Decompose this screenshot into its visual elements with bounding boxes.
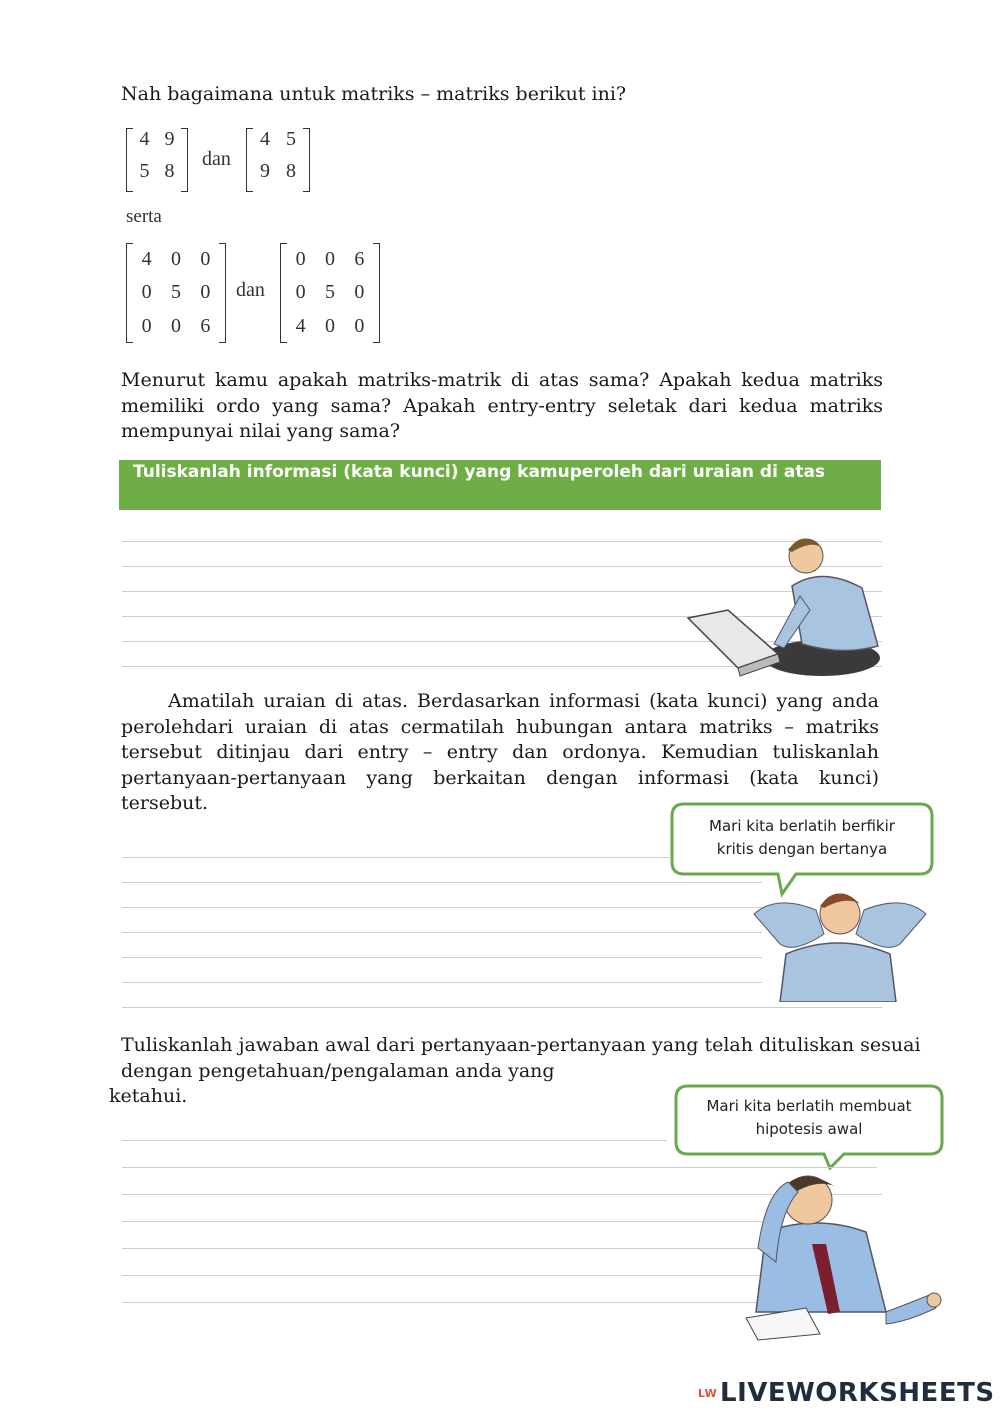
matrix-cell: 8	[286, 160, 296, 182]
logo-text: LIVEWORKSHEETS	[720, 1378, 995, 1408]
serta-label: serta	[126, 206, 162, 227]
answer-line-1: Tuliskanlah jawaban awal dari pertanyaan-pertanyaan yang telah dituliskan sesuai	[121, 1034, 921, 1056]
matrix-cell: 0	[200, 248, 211, 271]
matrix-cell: 5	[286, 128, 296, 150]
banner-text: Tuliskanlah informasi (kata kunci) yang kamuperoleh dari uraian di atas	[133, 462, 826, 482]
matrix-cell: 6	[200, 314, 211, 337]
matrix-cell: 0	[170, 314, 181, 337]
matrix-cell: 0	[295, 281, 306, 304]
instruction-banner	[119, 460, 881, 510]
matrix-cell: 5	[324, 281, 335, 304]
matrix-cell: 0	[324, 248, 335, 271]
bubble2-line1: Mari kita berlatih membuat	[706, 1097, 912, 1115]
matrix-cell: 0	[354, 281, 365, 304]
matrix-b1	[246, 128, 310, 192]
matrix-cell: 0	[295, 248, 306, 271]
matrix-cell: 0	[354, 314, 365, 337]
matrix-cell: 0	[141, 314, 152, 337]
logo-mark: LW	[698, 1386, 718, 1400]
speech-bubble-1	[670, 802, 934, 876]
bubble1-line1: Mari kita berlatih berfikir	[709, 817, 895, 835]
thinking-man-illustration	[750, 874, 930, 1002]
connector-dan-1: dan	[202, 148, 231, 170]
matrix-cell: 0	[141, 281, 152, 304]
matrix-cell: 0	[170, 248, 181, 271]
answer-line-3: ketahui.	[109, 1085, 188, 1107]
matrix-a1	[126, 128, 188, 192]
matrix-cell: 8	[164, 160, 175, 182]
matrix-cell: 5	[170, 281, 181, 304]
matrix-cell: 6	[354, 248, 365, 271]
man-laptop-illustration	[682, 526, 884, 682]
matrix-a2	[126, 243, 226, 343]
matrix-cell: 4	[139, 128, 150, 150]
bubble1-line2: kritis dengan bertanya	[716, 840, 888, 858]
intro-question: Nah bagaimana untuk matriks – matriks berikut ini?	[121, 83, 627, 105]
connector-dan-2: dan	[236, 279, 265, 301]
bubble2-line2: hipotesis awal	[755, 1120, 863, 1138]
matrix-cell: 9	[260, 160, 270, 182]
speech-bubble-2	[674, 1084, 944, 1156]
matrix-cell: 0	[324, 314, 335, 337]
matrix-cell: 5	[139, 160, 150, 182]
question-paragraph: Menurut kamu apakah matriks-matrik di atas sama? Apakah kedua matriks memiliki ordo yang sama? Apakah entry-entry seletak dari kedua matriks mempunyai nilai yang sama?	[121, 369, 883, 442]
stressed-man-illustration	[736, 1162, 942, 1342]
matrix-b2	[280, 243, 380, 343]
matrix-cell: 9	[164, 128, 175, 150]
matrix-cell: 4	[260, 128, 270, 150]
matrix-cell: 0	[200, 281, 211, 304]
matrix-cell: 4	[295, 314, 306, 337]
observe-paragraph: Amatilah uraian di atas. Berdasarkan informasi (kata kunci) yang anda perolehdari uraian di atas cermatilah hubungan antara matriks – matriks tersebut ditinjau dari entry – entry dan ordonya. Kemudian tuliskanlah pertanyaan-pertanyaan yang berkaitan dengan informasi (kata kunci) tersebut.	[121, 690, 879, 814]
matrix-cell: 4	[141, 248, 152, 271]
answer-line-2: dengan pengetahuan/pengalaman anda yang	[121, 1059, 555, 1082]
liveworksheets-logo	[698, 1378, 995, 1408]
